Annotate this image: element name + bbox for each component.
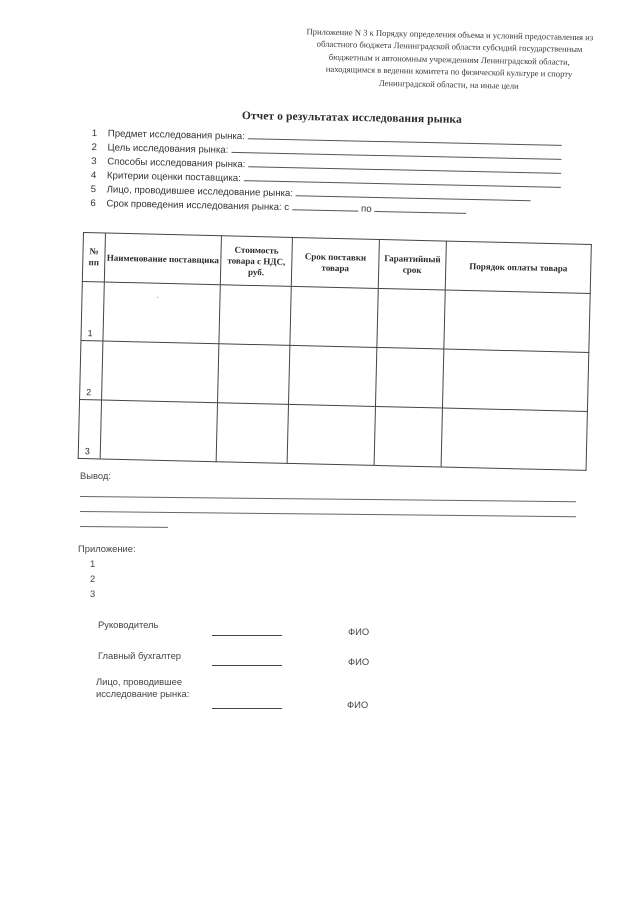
field-label: Цель исследования рынка:	[107, 142, 229, 156]
report-fields	[90, 127, 562, 221]
signature-line	[212, 635, 282, 636]
field-label: Срок проведения исследования рынка: с	[106, 198, 290, 214]
row-number: 2	[80, 340, 103, 400]
annex-line: находящимся в ведении комитета по физической культуре и спорту	[325, 63, 573, 80]
fill-line	[292, 202, 358, 212]
fill-line	[375, 203, 467, 214]
appendix-item: 1	[90, 558, 96, 569]
table-cell	[288, 345, 376, 406]
col-header-price: Стоимость товара с НДС, руб.	[220, 236, 292, 287]
conclusion-label: Вывод:	[80, 470, 111, 481]
annex-line: бюджетным и автономным учреждениям Ленинградской области,	[328, 51, 570, 67]
field-label-mid: по	[360, 204, 372, 216]
table-cell	[377, 288, 445, 349]
table-cell	[441, 408, 587, 470]
signature-role-director: Руководитель	[98, 619, 159, 630]
conclusion-line	[80, 526, 168, 528]
table-row	[78, 399, 587, 470]
conclusion-line	[80, 496, 576, 502]
col-header-number: № пп	[82, 233, 105, 283]
table-cell	[100, 400, 217, 462]
table-cell	[442, 349, 588, 411]
signature-line	[212, 708, 282, 709]
scan-speck	[157, 297, 158, 298]
field-label: Способы исследования рынка:	[107, 156, 246, 171]
col-header-warranty: Гарантийный срок	[378, 239, 446, 290]
signature-fio: ФИО	[347, 699, 369, 710]
field-number: 3	[91, 156, 97, 168]
fill-line	[248, 130, 562, 146]
annex-line: Ленинградской области, на иные цели	[378, 77, 519, 91]
field-number: 1	[91, 127, 98, 140]
table-cell	[218, 344, 290, 405]
table-cell	[219, 285, 291, 346]
field-label: Критерии оценки поставщика:	[106, 170, 241, 185]
report-title: Отчет о результатах исследования рынка	[241, 110, 462, 126]
appendix-label: Приложение:	[78, 543, 136, 554]
col-header-payment: Порядок оплаты товара	[445, 241, 591, 293]
annex-line: Приложение N 3 к Порядку определения объема и условий предоставления из	[306, 26, 594, 43]
appendix-item: 2	[90, 573, 96, 584]
field-number: 5	[90, 184, 97, 196]
field-label: Лицо, проводившее исследование рынка:	[106, 184, 294, 200]
signature-fio: ФИО	[348, 656, 370, 667]
signature-role-researcher: Лицо, проводившее исследование рынка:	[96, 676, 190, 699]
signature-fio: ФИО	[348, 626, 370, 637]
table-cell	[290, 286, 378, 347]
field-number: 2	[91, 142, 98, 154]
table-cell	[374, 406, 442, 467]
annex-header	[289, 25, 610, 94]
signature-role-accountant: Главный бухгалтер	[98, 650, 182, 661]
field-label: Предмет исследования рынка:	[107, 128, 245, 143]
field-number: 6	[90, 198, 96, 210]
row-number: 1	[81, 281, 104, 341]
signature-line	[212, 665, 282, 666]
conclusion-line	[80, 511, 576, 517]
col-header-delivery: Срок поставки товара	[291, 237, 379, 288]
table-cell	[375, 347, 443, 408]
annex-line: областного бюджета Ленинградской области субсидий государственным	[316, 38, 583, 55]
suppliers-table	[78, 232, 592, 471]
table-cell	[287, 404, 375, 465]
table-cell	[103, 282, 220, 344]
table-cell	[444, 290, 590, 352]
col-header-supplier: Наименование поставщика	[104, 233, 221, 285]
row-number: 3	[78, 399, 101, 459]
appendix-item: 3	[90, 588, 96, 599]
table-cell	[216, 403, 288, 464]
field-number: 4	[90, 170, 97, 182]
table-cell	[102, 341, 219, 403]
